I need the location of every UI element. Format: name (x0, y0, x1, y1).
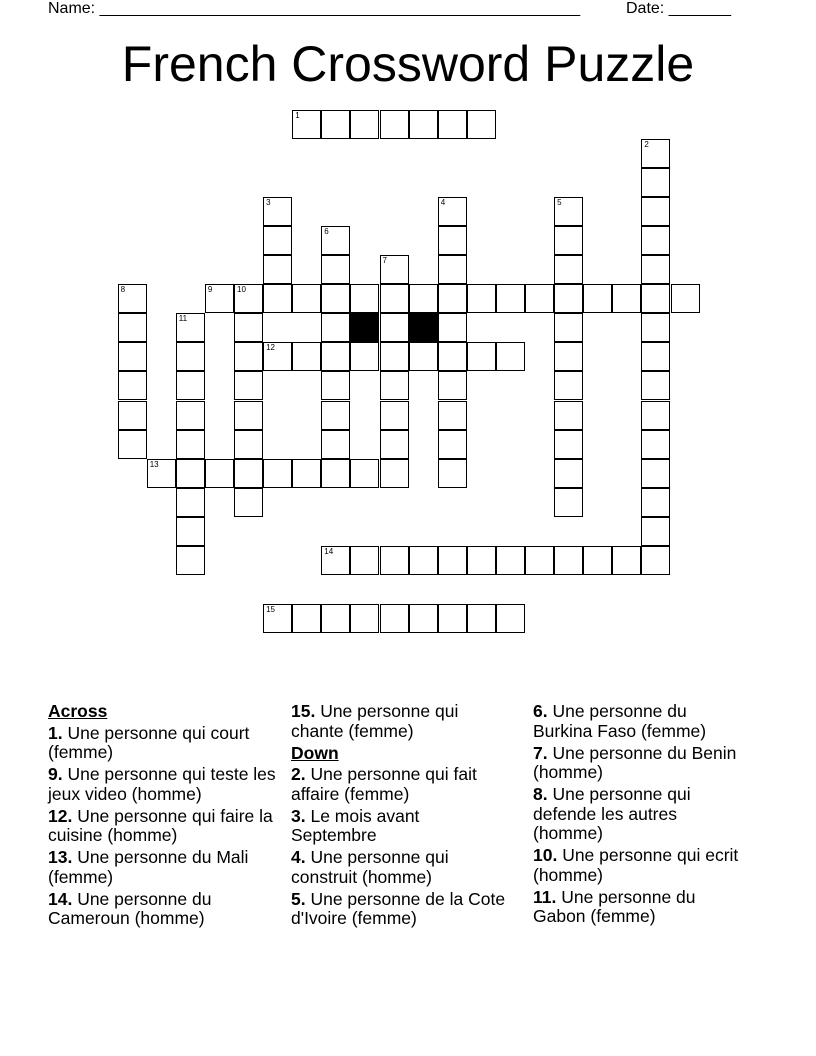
grid-cell[interactable] (234, 401, 263, 430)
grid-cell[interactable] (641, 459, 670, 488)
grid-cell[interactable] (176, 430, 205, 459)
grid-cell[interactable] (438, 110, 467, 139)
grid-cell[interactable] (205, 284, 234, 313)
grid-cell[interactable] (176, 342, 205, 371)
clue-number-15: 15 (266, 605, 275, 615)
clue-number-2: 2 (644, 139, 649, 149)
grid-cell[interactable] (380, 371, 409, 400)
grid-cell[interactable] (409, 110, 438, 139)
grid-cell[interactable] (409, 284, 438, 313)
clue-number-13: 13 (149, 459, 159, 469)
grid-cell[interactable] (438, 401, 467, 430)
grid-cell[interactable] (234, 284, 263, 313)
grid-cell[interactable] (380, 342, 409, 371)
grid-cell[interactable] (612, 546, 641, 575)
clue-down-3: 3. Le mois avant Septembre (291, 805, 420, 845)
grid-cell[interactable] (234, 342, 263, 371)
grid-cell[interactable] (641, 226, 670, 255)
grid-cell[interactable] (554, 342, 583, 371)
grid-cell[interactable] (467, 284, 496, 313)
grid-cell[interactable] (641, 139, 670, 168)
grid-cell[interactable] (467, 342, 496, 371)
clue-number-11: 11 (178, 314, 188, 324)
grid-cell[interactable] (147, 459, 176, 488)
clue-number-9: 9 (207, 285, 213, 295)
grid-cell[interactable] (176, 459, 205, 488)
grid-cell[interactable] (380, 110, 409, 139)
grid-cell[interactable] (641, 284, 670, 313)
grid-cell[interactable] (321, 284, 350, 313)
grid-cell[interactable] (350, 459, 379, 488)
grid-cell[interactable] (176, 313, 205, 342)
grid-cell[interactable] (292, 284, 321, 313)
grid-cell[interactable] (671, 284, 700, 313)
grid-cell[interactable] (380, 284, 409, 313)
grid-cell[interactable] (350, 342, 379, 371)
grid-cell[interactable] (263, 284, 292, 313)
grid-cell[interactable] (263, 226, 292, 255)
grid-cell[interactable] (641, 168, 670, 197)
grid-cell[interactable] (554, 459, 583, 488)
grid-cell[interactable] (321, 401, 350, 430)
clue-down-5: 5. Une personne de la Cote d'Ivoire (femme) (291, 888, 506, 928)
grid-cell[interactable] (438, 430, 467, 459)
grid-cell[interactable] (176, 488, 205, 517)
grid-cell[interactable] (292, 459, 321, 488)
grid-cell[interactable] (118, 284, 147, 313)
clue-number-3: 3 (266, 197, 271, 207)
grid-cell[interactable] (321, 459, 350, 488)
grid-cell[interactable] (321, 342, 350, 371)
grid-cell[interactable] (438, 284, 467, 313)
grid-cell[interactable] (641, 371, 670, 400)
grid-cell[interactable] (438, 342, 467, 371)
clue-down-11: 11. Une personne du Gabon (femme) (533, 886, 696, 926)
grid-cell[interactable] (641, 313, 670, 342)
clue-number-6: 6 (324, 226, 329, 236)
grid-cell[interactable] (234, 430, 263, 459)
grid-cell[interactable] (525, 284, 554, 313)
grid-cell[interactable] (438, 604, 467, 633)
grid-cell[interactable] (380, 546, 409, 575)
grid-cell[interactable] (176, 371, 205, 400)
grid-cell[interactable] (438, 313, 467, 342)
grid-cell[interactable] (118, 430, 147, 459)
grid-cell[interactable] (641, 197, 670, 226)
grid-cell[interactable] (321, 371, 350, 400)
clue-across-1: 1. Une personne qui court (femme) (48, 722, 250, 762)
grid-cell[interactable] (263, 197, 292, 226)
page-title: French Crossword Puzzle (121, 36, 695, 92)
grid-cell[interactable] (234, 313, 263, 342)
grid-cell[interactable] (554, 488, 583, 517)
clue-number-4: 4 (440, 197, 446, 207)
grid-cell[interactable] (205, 459, 234, 488)
clue-down-7: 7. Une personne du Benin (homme) (533, 742, 737, 782)
grid-cell[interactable] (612, 284, 641, 313)
grid-cell[interactable] (321, 110, 350, 139)
grid-cell[interactable] (350, 604, 379, 633)
clue-down-8: 8. Une personne qui defende les autres (homme) (533, 784, 691, 843)
grid-cell[interactable] (583, 284, 612, 313)
grid-cell[interactable] (496, 604, 525, 633)
grid-cell[interactable] (321, 313, 350, 342)
grid-cell[interactable] (263, 255, 292, 284)
grid-cell[interactable] (641, 488, 670, 517)
grid-cell[interactable] (118, 401, 147, 430)
grid-cell[interactable] (438, 197, 467, 226)
clue-across-9: 9. Une personne qui teste les jeux video (homme) (48, 764, 276, 804)
grid-cell[interactable] (350, 110, 379, 139)
grid-cell[interactable] (292, 110, 321, 139)
grid-cell[interactable] (321, 226, 350, 255)
clue-number-10: 10 (237, 285, 246, 295)
grid-cell[interactable] (438, 226, 467, 255)
grid-cell[interactable] (234, 459, 263, 488)
grid-cell[interactable] (292, 604, 321, 633)
grid-cell[interactable] (380, 255, 409, 284)
grid-cell[interactable] (176, 401, 205, 430)
grid-cell[interactable] (554, 255, 583, 284)
grid-cell[interactable] (321, 546, 350, 575)
clue-down-10: 10. Une personne qui ecrit (homme) (533, 845, 739, 885)
grid-cell[interactable] (641, 430, 670, 459)
black-cell (409, 313, 438, 342)
grid-cell[interactable] (554, 546, 583, 575)
clue-across-12: 12. Une personne qui faire la cuisine (homme) (48, 805, 273, 845)
grid-cell[interactable] (525, 546, 554, 575)
grid-cell[interactable] (380, 430, 409, 459)
grid-cell[interactable] (438, 371, 467, 400)
grid-cell[interactable] (118, 313, 147, 342)
grid-cell[interactable] (467, 546, 496, 575)
grid-cell[interactable] (409, 604, 438, 633)
name-field[interactable]: Name: ______________________________________________________ (48, 0, 581, 17)
grid-cell[interactable] (438, 459, 467, 488)
grid-cell[interactable] (554, 430, 583, 459)
grid-cell[interactable] (350, 284, 379, 313)
clue-number-1: 1 (295, 110, 300, 120)
clue-down-2: 2. Une personne qui fait affaire (femme) (291, 764, 477, 804)
grid-cell[interactable] (438, 255, 467, 284)
grid-cell[interactable] (641, 342, 670, 371)
grid-cell[interactable] (554, 226, 583, 255)
clue-number-7: 7 (382, 256, 387, 265)
grid-cell[interactable] (350, 546, 379, 575)
grid-cell[interactable] (263, 459, 292, 488)
grid-cell[interactable] (554, 401, 583, 430)
grid-cell[interactable] (467, 110, 496, 139)
grid-cell[interactable] (321, 255, 350, 284)
clue-number-14: 14 (324, 547, 334, 556)
clue-column-2 (291, 702, 506, 931)
grid-cell[interactable] (380, 604, 409, 633)
grid-cell[interactable] (438, 546, 467, 575)
grid-cell[interactable] (380, 459, 409, 488)
grid-cell[interactable] (263, 604, 292, 633)
grid-cell[interactable] (554, 313, 583, 342)
clue-across-13: 13. Une personne du Mali (femme) (48, 847, 249, 887)
date-field[interactable]: Date: _______ (626, 0, 731, 17)
black-cell (350, 313, 379, 342)
grid-cell[interactable] (234, 488, 263, 517)
clue-down-4: 4. Une personne qui construit (homme) (291, 847, 449, 887)
clue-column-1 (48, 702, 278, 931)
clue-across-15: 15. Une personne qui chante (femme) (291, 701, 459, 741)
across-heading: Across (48, 701, 108, 721)
grid-cell[interactable] (292, 342, 321, 371)
grid-cell[interactable] (496, 342, 525, 371)
down-heading: Down (291, 742, 339, 763)
grid-cell[interactable] (554, 371, 583, 400)
grid-cell[interactable] (554, 197, 583, 226)
grid-cell[interactable] (176, 546, 205, 575)
grid-cell[interactable] (234, 371, 263, 400)
grid-cell[interactable] (263, 342, 292, 371)
grid-cell[interactable] (380, 401, 409, 430)
grid-cell[interactable] (467, 604, 496, 633)
clue-down-6: 6. Une personne du Burkina Faso (femme) (533, 701, 707, 741)
clue-number-8: 8 (120, 285, 126, 295)
grid-cell[interactable] (641, 255, 670, 284)
grid-cell[interactable] (496, 284, 525, 313)
grid-cell[interactable] (554, 284, 583, 313)
grid-cell[interactable] (176, 517, 205, 546)
grid-cell[interactable] (641, 517, 670, 546)
clue-number-5: 5 (557, 197, 562, 207)
grid-cell[interactable] (409, 342, 438, 371)
grid-cell[interactable] (380, 313, 409, 342)
grid-cell[interactable] (321, 604, 350, 633)
grid-cell[interactable] (496, 546, 525, 575)
grid-cell[interactable] (321, 430, 350, 459)
grid-cell[interactable] (409, 546, 438, 575)
grid-cell[interactable] (118, 342, 147, 371)
grid-cell[interactable] (641, 401, 670, 430)
grid-cell[interactable] (641, 546, 670, 575)
clue-column-3 (533, 702, 748, 929)
grid-cell[interactable] (583, 546, 612, 575)
grid-cell[interactable] (118, 371, 147, 400)
clue-number-12: 12 (266, 343, 275, 353)
clue-across-14: 14. Une personne du Cameroun (homme) (48, 888, 212, 928)
